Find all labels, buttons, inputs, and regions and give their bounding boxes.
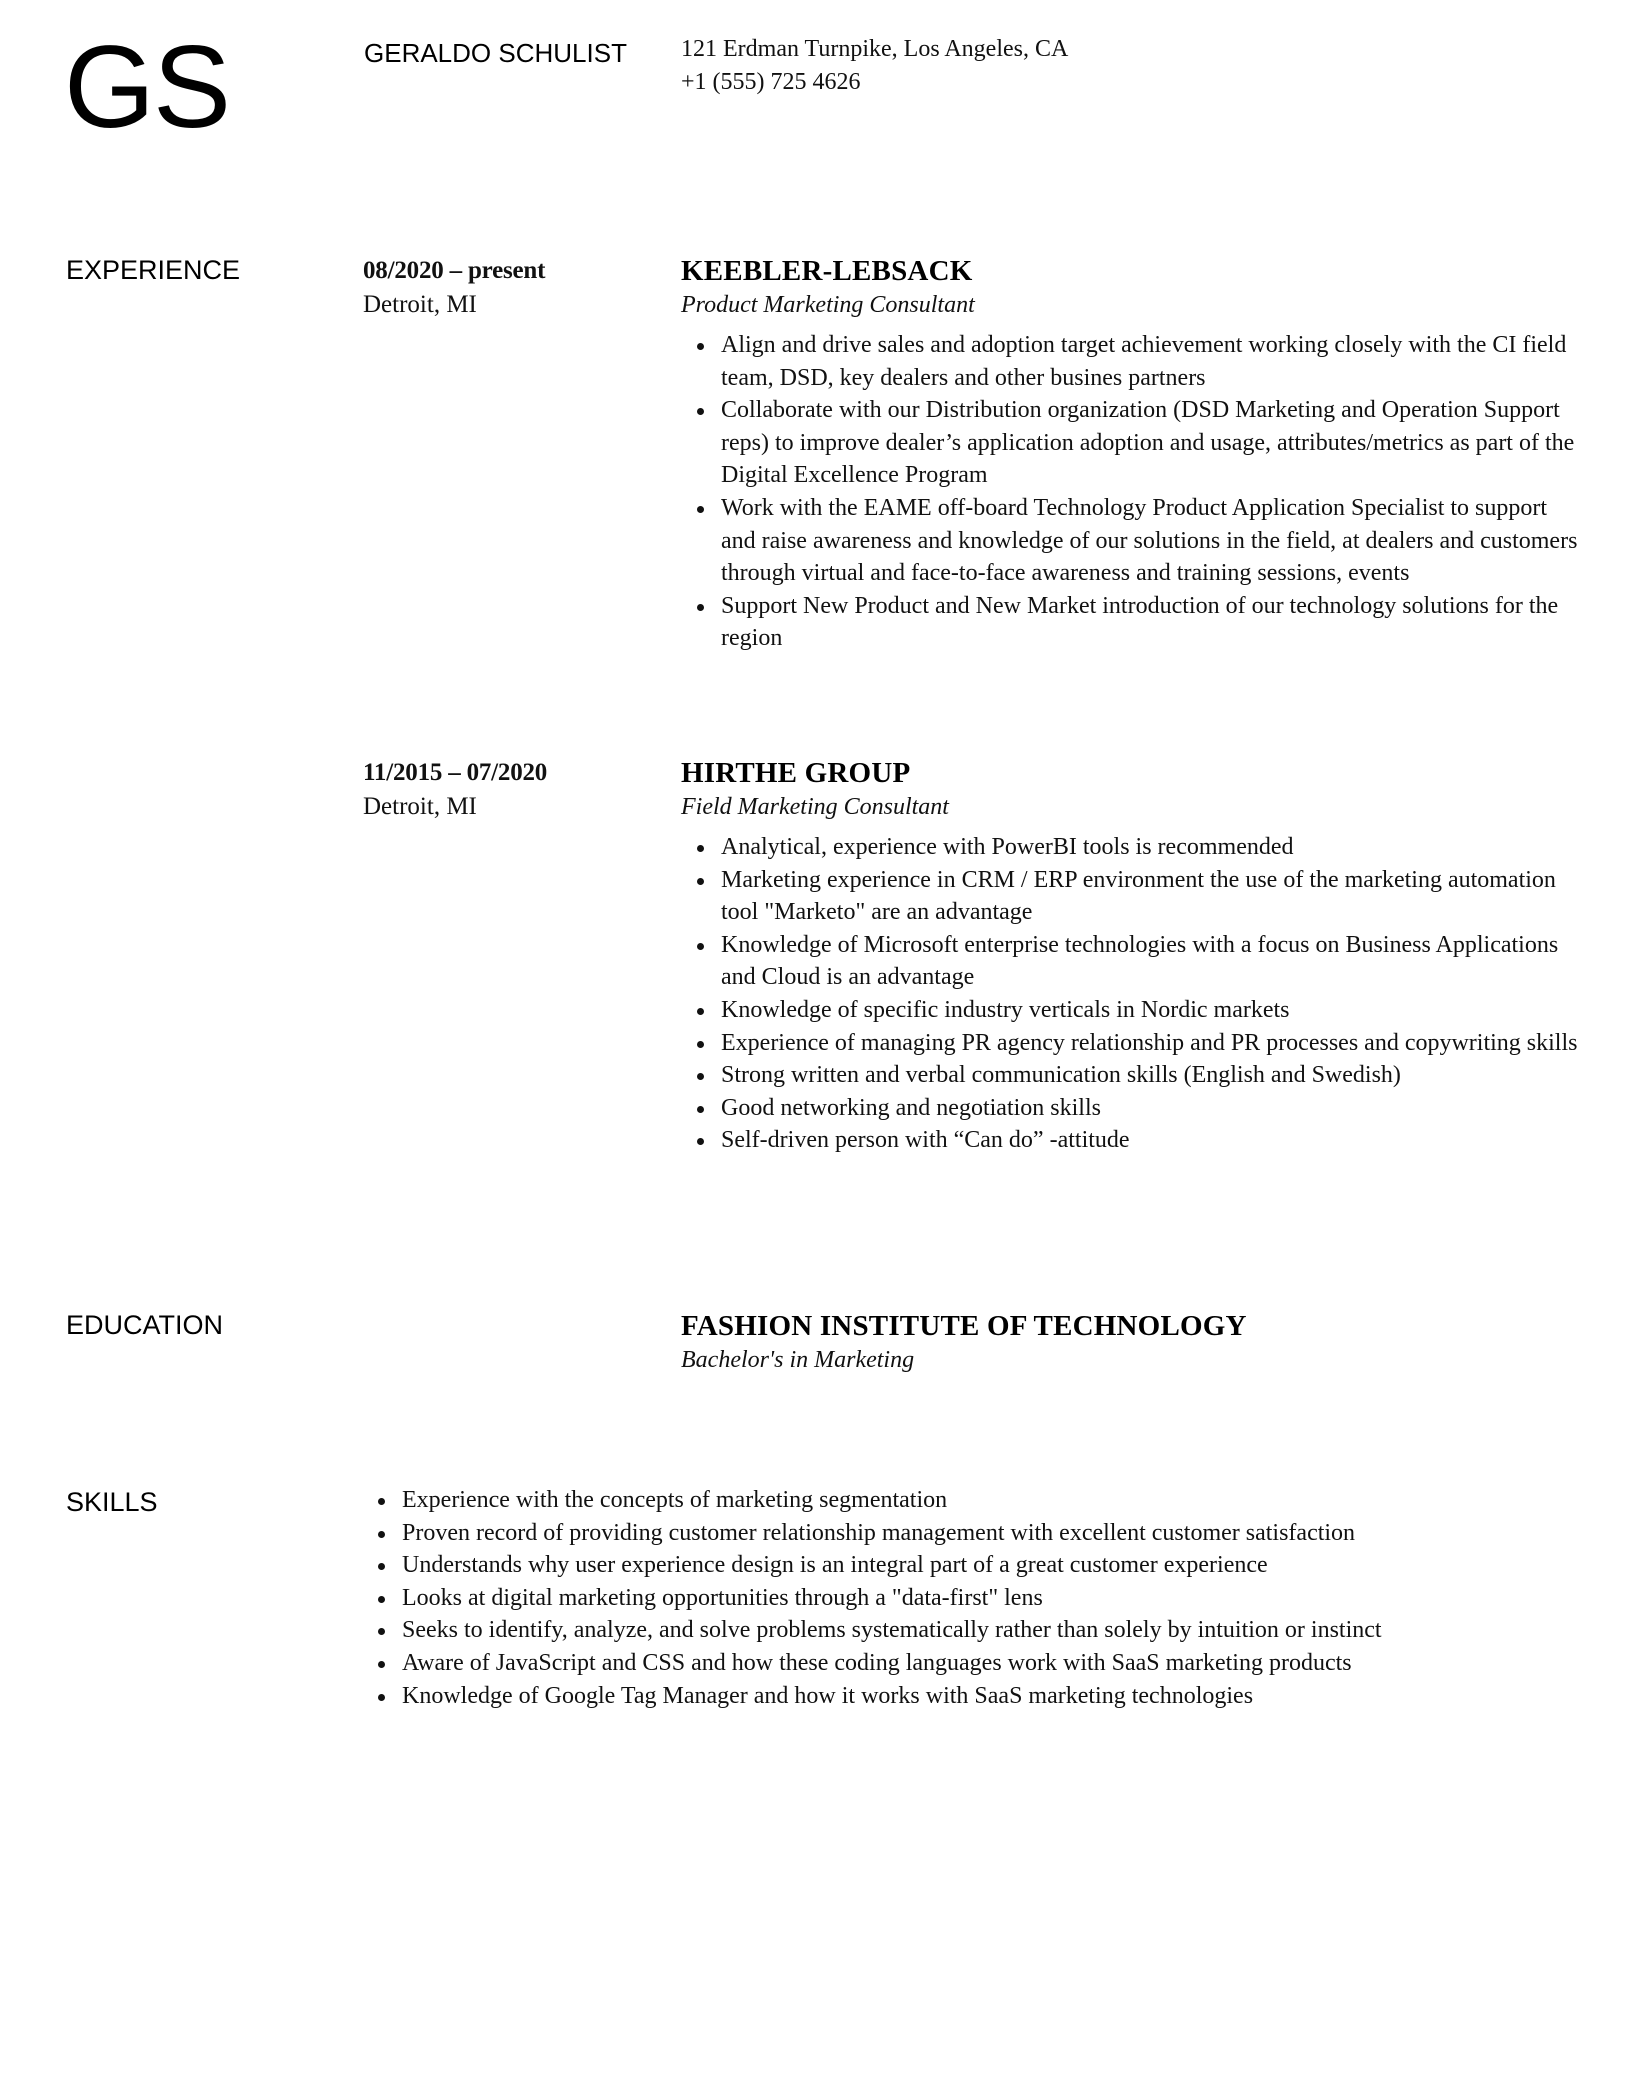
list-item: Experience with the concepts of marketing segmentation [362, 1484, 1562, 1517]
list-item: Strong written and verbal communication skills (English and Swedish) [681, 1059, 1581, 1092]
job-dates: 08/2020 – present [363, 257, 546, 284]
list-item: Experience of managing PR agency relationship and PR processes and copywriting skills [681, 1027, 1581, 1060]
bullet-icon [697, 1106, 704, 1113]
bullet-icon [697, 878, 704, 885]
education-entry [681, 1308, 1581, 1376]
bullet-icon [378, 1694, 385, 1701]
job-dates: 11/2015 – 07/2020 [363, 759, 548, 786]
bullet-icon [378, 1628, 385, 1635]
bullet-icon [378, 1661, 385, 1668]
job-meta [363, 254, 653, 322]
bullet-icon [378, 1563, 385, 1570]
skills-list [362, 1484, 1562, 1712]
list-item: Support New Product and New Market introduction of our technology solutions for the region [681, 590, 1581, 655]
list-item: Knowledge of specific industry verticals in Nordic markets [681, 994, 1581, 1027]
list-item: Seeks to identify, analyze, and solve problems systematically rather than solely by intuition or instinct [362, 1614, 1562, 1647]
school-name: FASHION INSTITUTE OF TECHNOLOGY [681, 1310, 1247, 1342]
contact-info [681, 33, 1068, 99]
list-item: Collaborate with our Distribution organization (DSD Marketing and Operation Support reps) to improve dealer’s application adoption and usage, attributes/metrics as part of the Digital Excellence Program [681, 394, 1581, 492]
address: 121 Erdman Turnpike, Los Angeles, CA [681, 36, 1069, 62]
list-item: Understands why user experience design is an integral part of a great customer experience [362, 1549, 1562, 1582]
candidate-name: GERALDO SCHULIST [364, 38, 627, 68]
bullet-icon [697, 604, 704, 611]
company-name: HIRTHE GROUP [681, 757, 911, 789]
list-item: Proven record of providing customer relationship management with excellent customer satisfaction [362, 1517, 1562, 1550]
bullet-icon [697, 1073, 704, 1080]
company-name: KEEBLER-LEBSACK [681, 255, 973, 287]
list-item: Knowledge of Google Tag Manager and how it works with SaaS marketing technologies [362, 1680, 1562, 1713]
bullet-icon [697, 1041, 704, 1048]
job-title: Field Marketing Consultant [681, 794, 949, 820]
list-item: Looks at digital marketing opportunities through a "data-first" lens [362, 1582, 1562, 1615]
job-entry [681, 253, 1581, 655]
list-item: Marketing experience in CRM / ERP environment the use of the marketing automation tool "Marketo" are an advantage [681, 864, 1581, 929]
list-item: Aware of JavaScript and CSS and how these coding languages work with SaaS marketing products [362, 1647, 1562, 1680]
job-location: Detroit, MI [363, 291, 477, 318]
job-entry [681, 755, 1581, 1157]
job-bullets [681, 831, 1581, 1157]
list-item: Good networking and negotiation skills [681, 1092, 1581, 1125]
job-location: Detroit, MI [363, 793, 477, 820]
bullet-icon [378, 1498, 385, 1505]
list-item: Analytical, experience with PowerBI tools is recommended [681, 831, 1581, 864]
bullet-icon [378, 1596, 385, 1603]
section-label-education: EDUCATION [66, 1310, 224, 1340]
list-item: Knowledge of Microsoft enterprise technologies with a focus on Business Applications and Cloud is an advantage [681, 929, 1581, 994]
bullet-icon [378, 1531, 385, 1538]
list-item: Self-driven person with “Can do” -attitude [681, 1124, 1581, 1157]
list-item: Align and drive sales and adoption target achievement working closely with the CI field team, DSD, key dealers and other busines partners [681, 329, 1581, 394]
monogram: GS [64, 21, 230, 152]
bullet-icon [697, 845, 704, 852]
bullet-icon [697, 408, 704, 415]
job-title: Product Marketing Consultant [681, 292, 975, 318]
bullet-icon [697, 1008, 704, 1015]
list-item: Work with the EAME off-board Technology Product Application Specialist to support and raise awareness and knowledge of our solutions in the field, at dealers and customers through virtual and face-to-face awareness and training sessions, events [681, 492, 1581, 590]
bullet-icon [697, 943, 704, 950]
bullet-icon [697, 506, 704, 513]
bullet-icon [697, 1138, 704, 1145]
section-label-experience: EXPERIENCE [66, 255, 241, 285]
degree: Bachelor's in Marketing [681, 1347, 915, 1373]
section-label-skills: SKILLS [66, 1487, 158, 1517]
job-meta [363, 756, 653, 824]
bullet-icon [697, 343, 704, 350]
job-bullets [681, 329, 1581, 655]
phone: +1 (555) 725 4626 [681, 69, 861, 95]
